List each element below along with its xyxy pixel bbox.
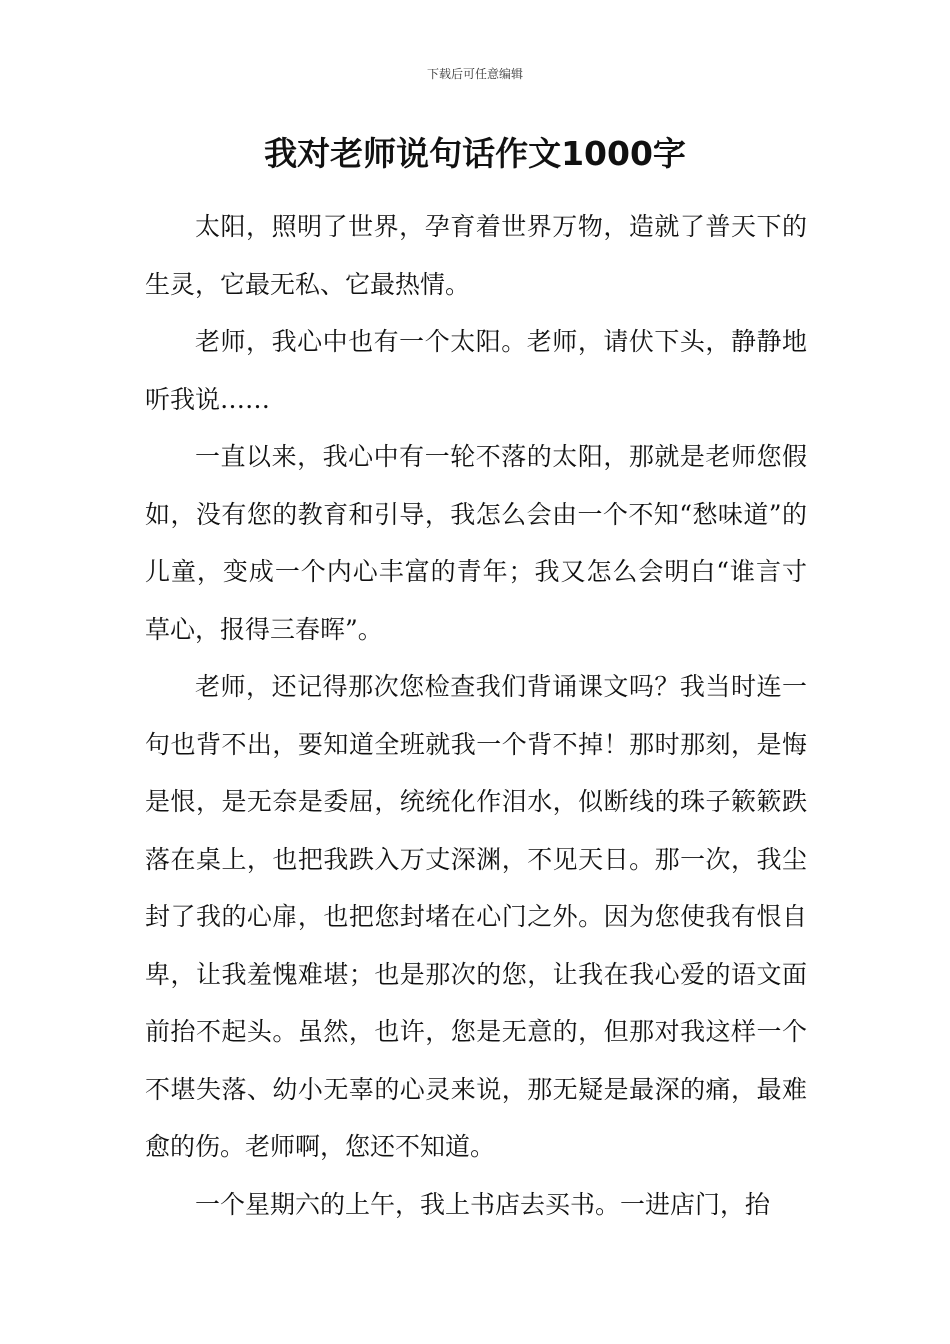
paragraph-4: 老师，还记得那次您检查我们背诵课文吗？我当时连一句也背不出，要知道全班就我一个背不掉！那时那刻，是悔是恨，是无奈是委屈，统统化作泪水，似断线的珠子簌簌跌落在桌上，也把我跌入万丈深渊，不见天日。那一次，我尘封了我的心扉，也把您封堵在心门之外。因为您使我有恨自卑，让我羞愧难堪；也是那次的您，让我在我心爱的语文面前抬不起头。虽然，也许，您是无意的，但那对我这样一个不堪失落、幼小无辜的心灵来说，那无疑是最深的痛，最难愈的伤。老师啊，您还不知道。 (145, 672, 807, 1161)
page-header-note: 下载后可任意编辑 (426, 67, 523, 81)
paragraph-5: 一个星期六的上午，我上书店去买书。一进店门，抬 (195, 1189, 771, 1219)
page-title: 我对老师说句话作文1000字 (264, 134, 686, 173)
essay-body (145, 198, 807, 1233)
paragraph-1: 太阳，照明了世界，孕育着世界万物，造就了普天下的生灵，它最无私、它最热情。 (145, 212, 807, 299)
paragraph-2: 老师，我心中也有一个太阳。老师，请伏下头，静静地听我说…… (145, 327, 807, 414)
paragraph-3: 一直以来，我心中有一轮不落的太阳，那就是老师您假如，没有您的教育和引导，我怎么会由一个不知“愁味道”的儿童，变成一个内心丰富的青年；我又怎么会明白“谁言寸草心，报得三春晖”。 (145, 442, 807, 644)
